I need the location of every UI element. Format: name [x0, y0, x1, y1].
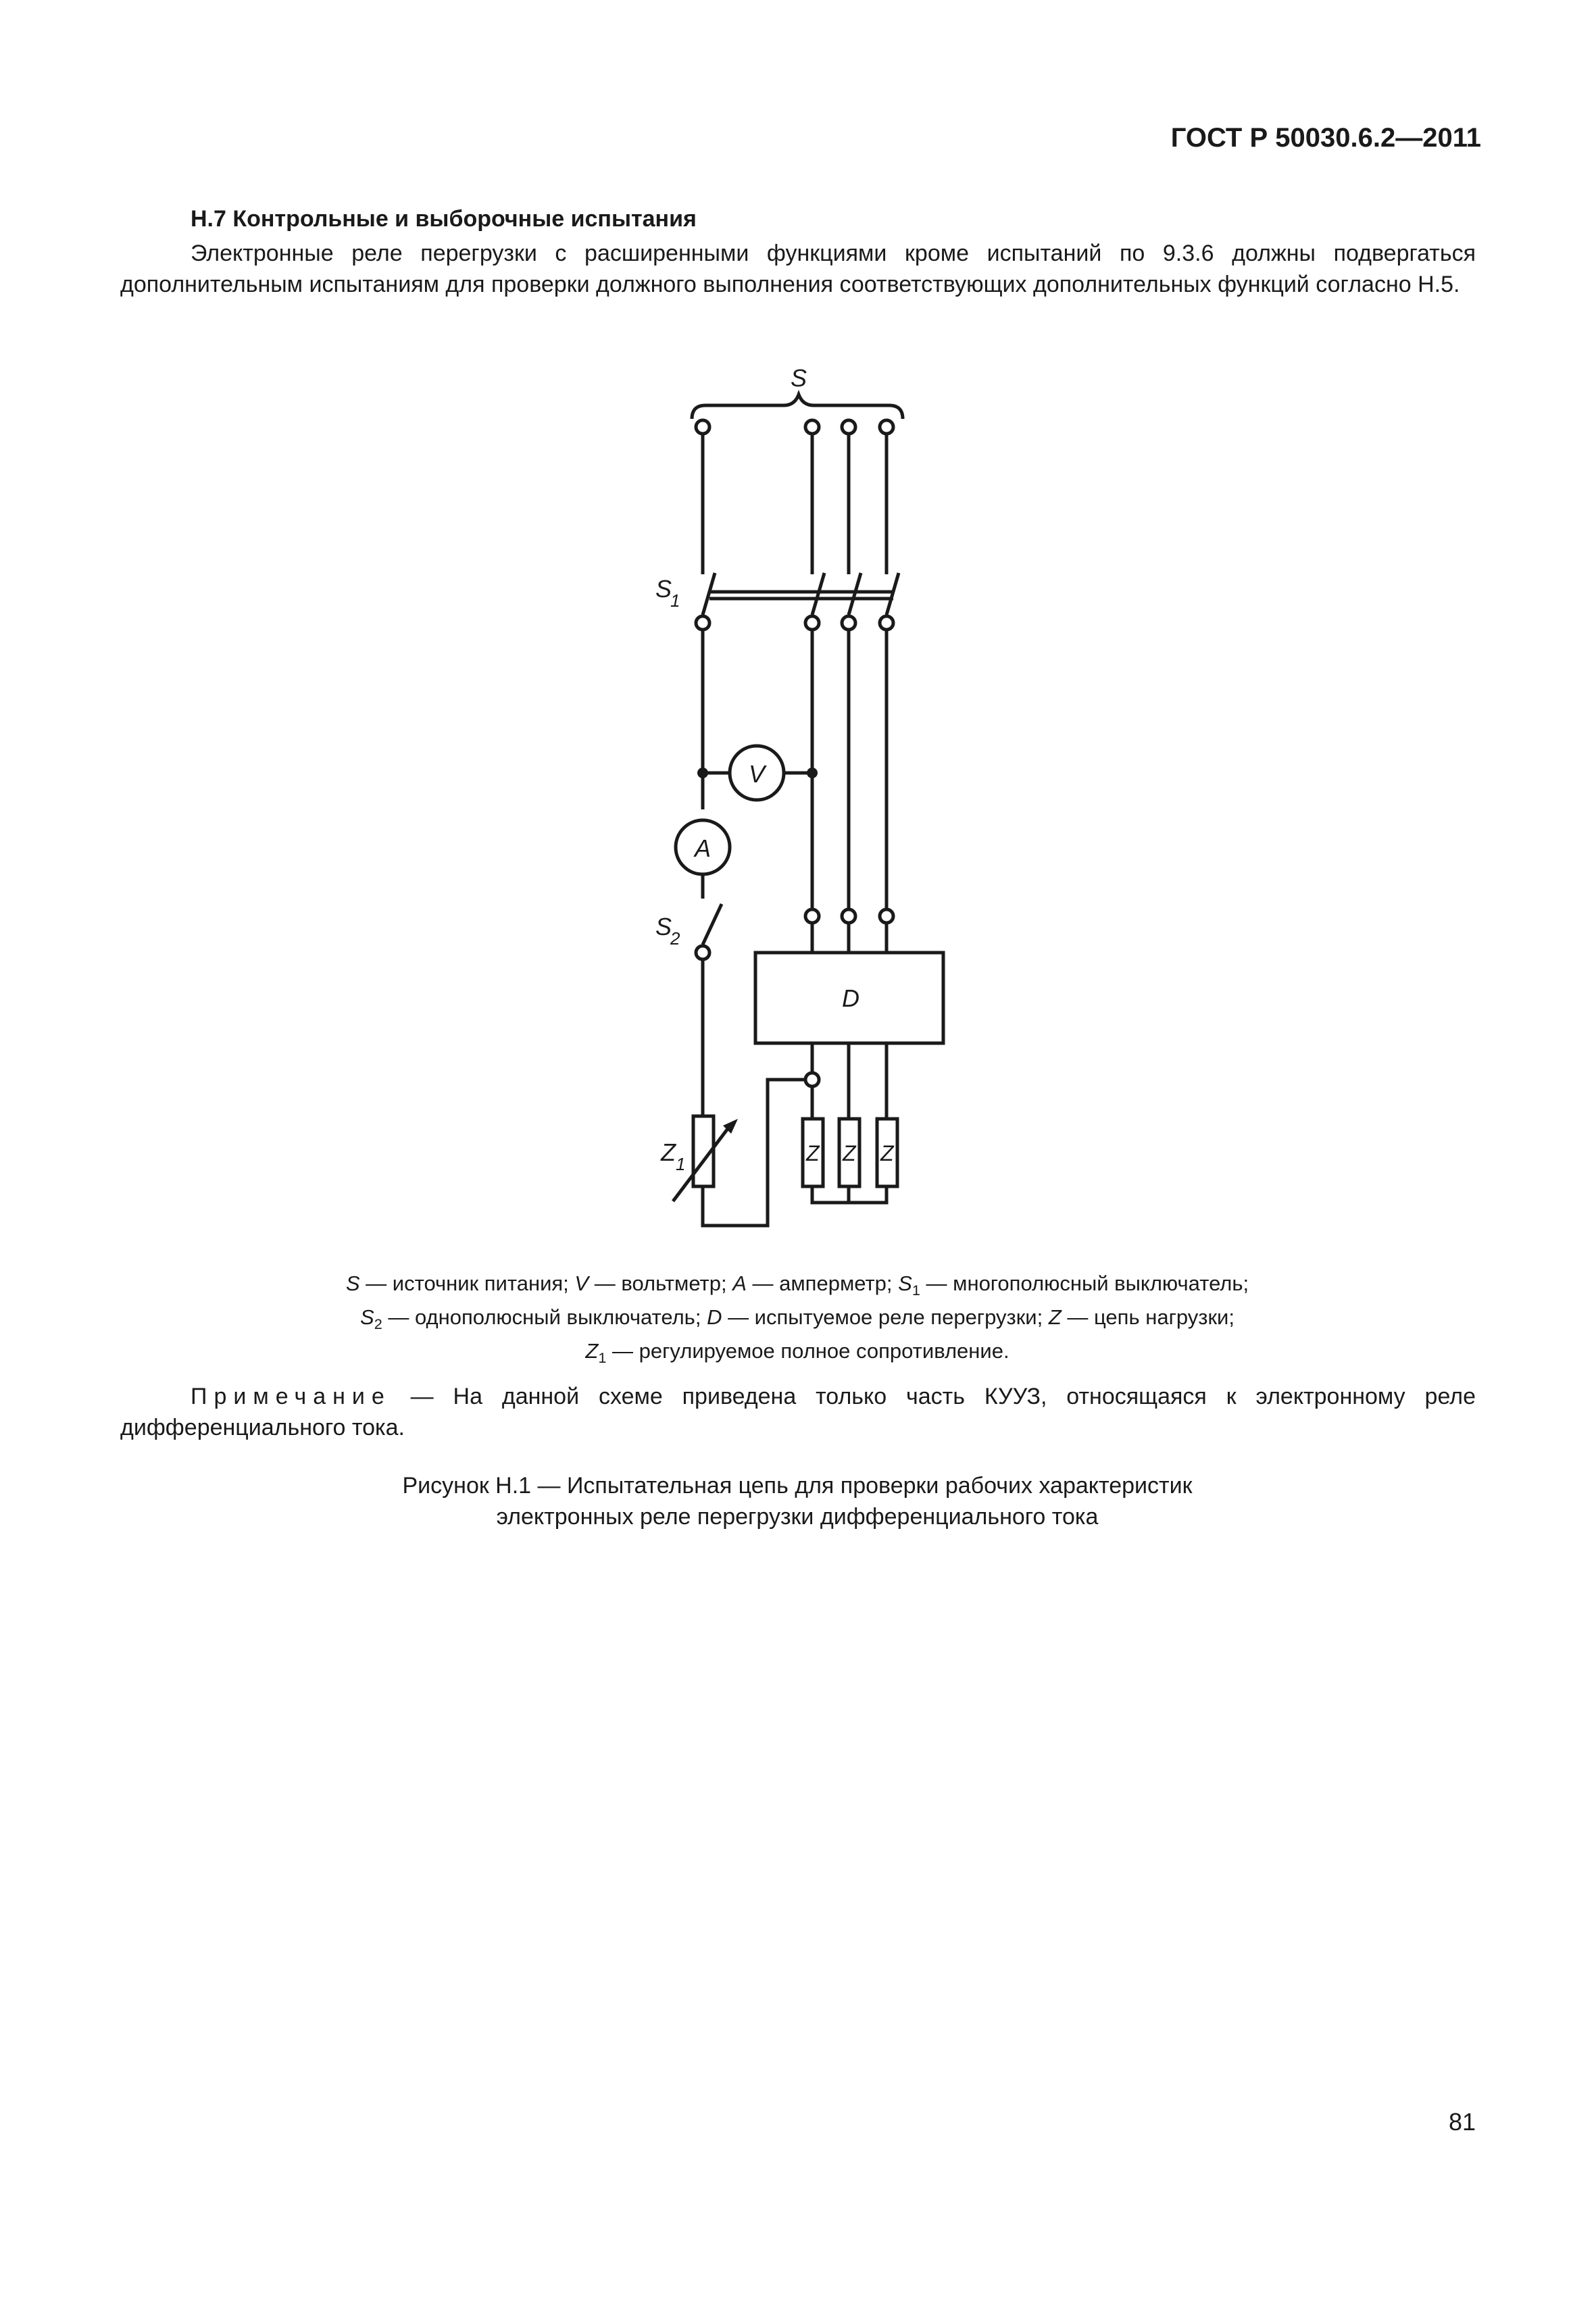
- label-ammeter: A: [695, 834, 712, 862]
- legend-line-3: $Z_1$ — регулируемое полное сопротивление.: [585, 1339, 1009, 1367]
- source-terminal-l3: [880, 420, 893, 434]
- legend-line-1: S — источник питания; V — вольтметр; A — амперметр; $S_1$ — многополюсный выключатель;: [345, 1272, 1249, 1299]
- source-brace: [692, 395, 903, 419]
- caption-line-1: Рисунок Н.1 — Испытательная цепь для проверки рабочих характеристик: [402, 1473, 1193, 1499]
- document-standard-header: ГОСТ Р 50030.6.2—2011: [1170, 123, 1481, 153]
- figure-legend: [189, 1270, 1405, 1372]
- svg-text:1: 1: [670, 590, 680, 611]
- source-terminal-l1: [805, 420, 819, 434]
- svg-text:2: 2: [670, 928, 680, 949]
- label-s1: S: [655, 575, 672, 603]
- s1-blade-l1: [812, 573, 824, 615]
- label-s2: S: [655, 913, 672, 940]
- label-load-2: Z: [843, 1141, 856, 1165]
- s1-blade-l2: [849, 573, 861, 615]
- label-load-1: Z: [806, 1141, 820, 1165]
- section-paragraph-text: Электронные реле перегрузки с расширенными функциями кроме испытаний по 9.3.6 должны подвергаться дополнительным испытаниям для проверки должного выполнения соответствующих дополнительных функций согласно Н.5.: [120, 241, 1476, 297]
- source-terminal-n: [696, 420, 709, 434]
- label-voltmeter: V: [749, 760, 766, 788]
- note-label: Примечание: [191, 1384, 391, 1409]
- s1-blade-n: [703, 573, 715, 615]
- label-source: S: [791, 364, 807, 392]
- caption-line-2: электронных реле перегрузки дифференциального тока: [496, 1504, 1099, 1530]
- page-number: 81: [1448, 2108, 1476, 2136]
- s1-blade-l3: [887, 573, 899, 615]
- svg-text:1: 1: [676, 1154, 686, 1174]
- legend-line-2: $S_2$ — однополюсный выключатель; D — испытуемое реле перегрузки; Z — цепь нагрузки;: [360, 1305, 1235, 1333]
- section-title: Н.7 Контрольные и выборочные испытания: [191, 206, 697, 232]
- label-load-3: Z: [880, 1141, 894, 1165]
- figure-note: [120, 1381, 1476, 1443]
- label-z1: Z: [661, 1138, 676, 1166]
- source-terminal-l2: [842, 420, 855, 434]
- s2-blade: [703, 904, 722, 945]
- note-text: — На данной схеме приведена только часть КУУЗ, относящаяся к электронному реле дифференциального тока.: [120, 1384, 1476, 1440]
- label-device: D: [842, 984, 859, 1012]
- figure-caption: [189, 1470, 1405, 1532]
